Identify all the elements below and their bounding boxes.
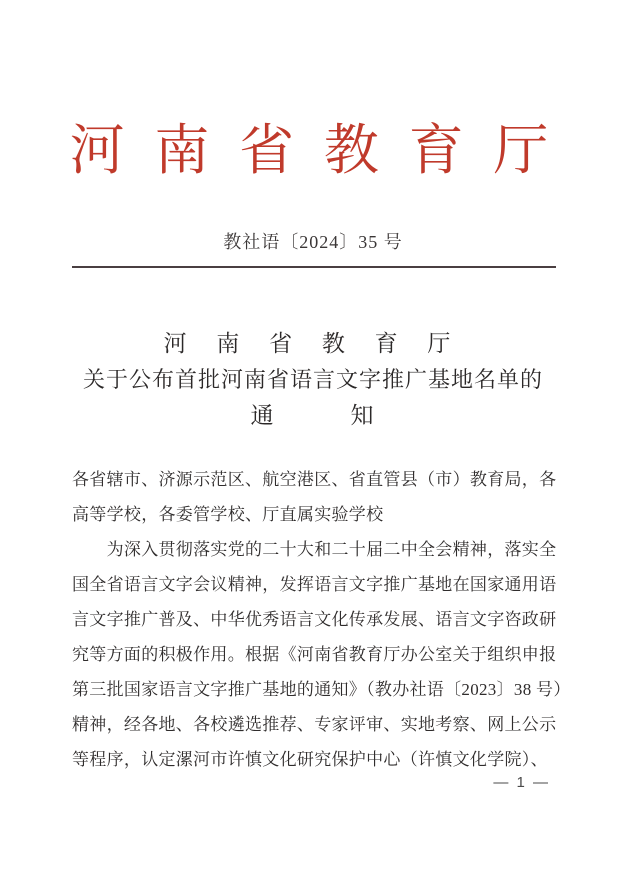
paragraph-line: 精神，经各地、各校遴选推荐、专家评审、实地考察、网上公示 <box>72 715 557 734</box>
paragraph-line: 为深入贯彻落实党的二十大和二十届二中全会精神，落实全 <box>72 540 557 559</box>
paragraph-line: 国全省语言文字会议精神，发挥语言文字推广基地在国家通用语 <box>72 575 557 594</box>
notice-title-agency-line: 河 南 省 教 育 厅 <box>163 331 463 356</box>
paragraph-line: 第三批国家语言文字推广基地的通知》（教办社语〔2023〕38 号） <box>72 680 571 699</box>
notice-title-block <box>0 326 626 434</box>
paragraph-line: 言文字推广普及、中华优秀语言文化传承发展、语言文字咨政研 <box>72 610 557 629</box>
paragraph-line: 等程序，认定漯河市许慎文化研究保护中心（许慎文化学院）、 <box>72 750 548 769</box>
notice-title-notice-word: 通 知 <box>250 403 376 428</box>
document-number: 教社语〔2024〕35 号 <box>223 232 403 252</box>
page-number: — 1 — <box>493 774 550 791</box>
letterhead-divider-rule <box>72 266 556 268</box>
letterhead-agency-title: 河 南 省 教 育 厅 <box>69 120 557 181</box>
notice-title-subject-line: 关于公布首批河南省语言文字推广基地名单的 <box>82 367 543 392</box>
salutation-line: 高等学校，各委管学校、厅直属实验学校 <box>72 505 384 524</box>
paragraph-line: 究等方面的积极作用。根据《河南省教育厅办公室关于组织申报 <box>72 645 557 664</box>
notice-body <box>72 462 571 777</box>
salutation-line: 各省辖市、济源示范区、航空港区、省直管县（市）教育局，各 <box>72 470 557 489</box>
